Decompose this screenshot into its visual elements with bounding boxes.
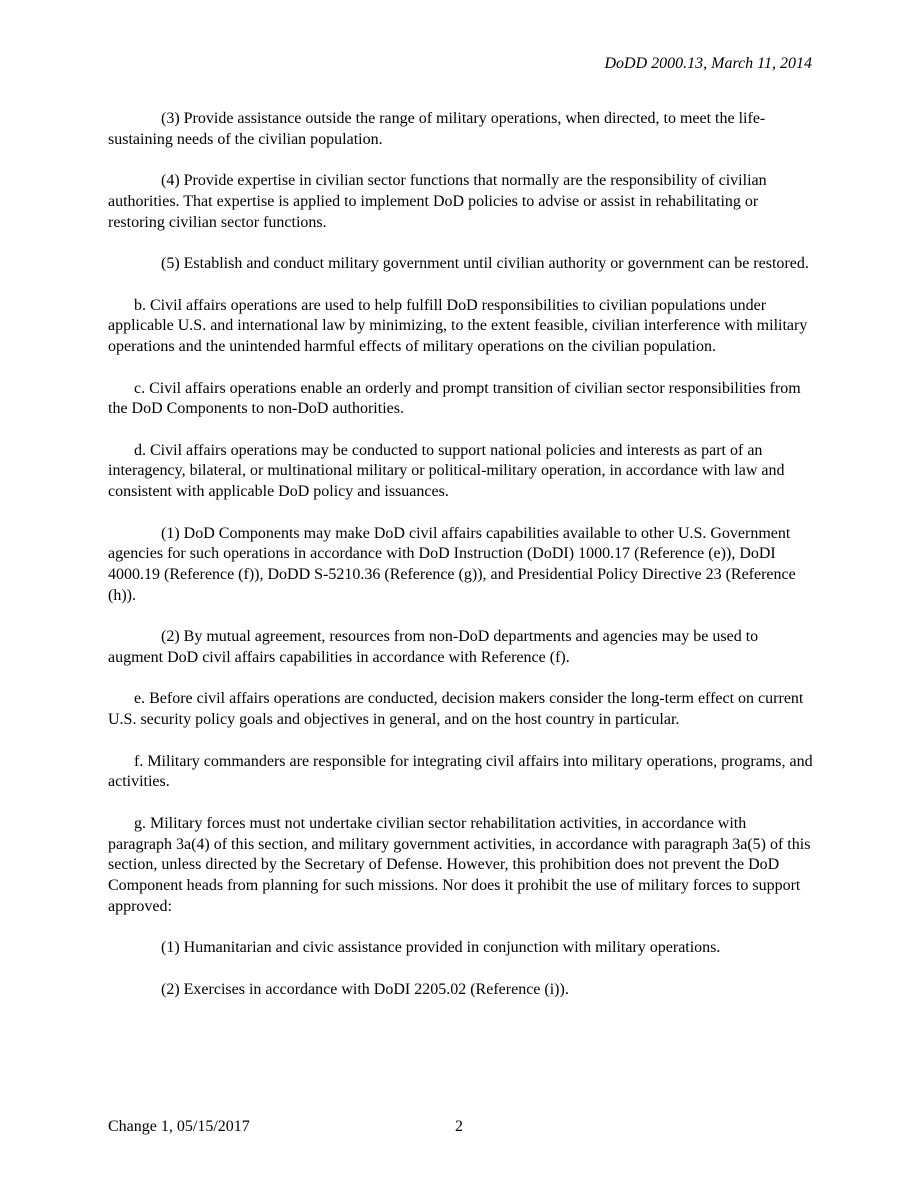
paragraph-c: c. Civil affairs operations enable an orderly and prompt transition of civilian sector responsibilities from the DoD Components to non-DoD authorities. bbox=[108, 379, 801, 418]
paragraph-g: g. Military forces must not undertake civilian sector rehabilitation activities, in accordance with paragraph 3a(4) of this section, and military government activities, in accordance with paragraph 3a(5) of this section, unless directed by the Secretary of Defense. However, this prohibition does not prevent the DoD Component heads from planning for such missions. Nor does it prohibit the use of military forces to support approved: bbox=[108, 814, 811, 915]
document-header: DoDD 2000.13, March 11, 2014 bbox=[604, 55, 812, 72]
paragraph-3-4: (4) Provide expertise in civilian sector functions that normally are the responsibility of civilian authorities. That expertise is applied to implement DoD policies to advise or assist in rehabilitating or restoring civilian sector functions. bbox=[108, 172, 767, 231]
footer-page-number: 2 bbox=[455, 1118, 463, 1135]
footer-change-note: Change 1, 05/15/2017 bbox=[108, 1118, 250, 1135]
paragraph-b: b. Civil affairs operations are used to help fulfill DoD responsibilities to civilian populations under applicable U.S. and international law by minimizing, to the extent feasible, civilian interference with military operations and the unintended harmful effects of military operations on the civilian population. bbox=[108, 296, 808, 356]
paragraph-d: d. Civil affairs operations may be conducted to support national policies and interests as part of an interagency, bilateral, or multinational military or political-military operation, in accordance with law and consistent with applicable DoD policy and issuances. bbox=[108, 441, 785, 501]
paragraph-d-2: (2) By mutual agreement, resources from non-DoD departments and agencies may be used to augment DoD civil affairs capabilities in accordance with Reference (f). bbox=[108, 628, 759, 666]
paragraph-3-3: (3) Provide assistance outside the range of military operations, when directed, to meet the life-sustaining needs of the civilian population. bbox=[108, 110, 766, 148]
paragraph-f: f. Military commanders are responsible for integrating civil affairs into military operations, programs, and activities. bbox=[108, 752, 813, 791]
paragraph-e: e. Before civil affairs operations are conducted, decision makers consider the long-term effect on current U.S. security policy goals and objectives in general, and on the host country in particular. bbox=[108, 690, 804, 729]
paragraph-3-5: (5) Establish and conduct military government until civilian authority or government can be restored. bbox=[161, 255, 809, 273]
paragraph-g-1: (1) Humanitarian and civic assistance provided in conjunction with military operations. bbox=[161, 939, 721, 957]
paragraph-d-1: (1) DoD Components may make DoD civil affairs capabilities available to other U.S. Government agencies for such operations in accordance with DoD Instruction (DoDI) 1000.17 (Reference (e)), DoDI 4000.19 (Reference (f)), DoDD S-5210.36 (Reference (g)), and Presidential Policy Directive 23 (Reference (h)). bbox=[108, 524, 796, 604]
document-body bbox=[108, 109, 814, 1021]
paragraph-g-2: (2) Exercises in accordance with DoDI 2205.02 (Reference (i)). bbox=[161, 980, 569, 998]
